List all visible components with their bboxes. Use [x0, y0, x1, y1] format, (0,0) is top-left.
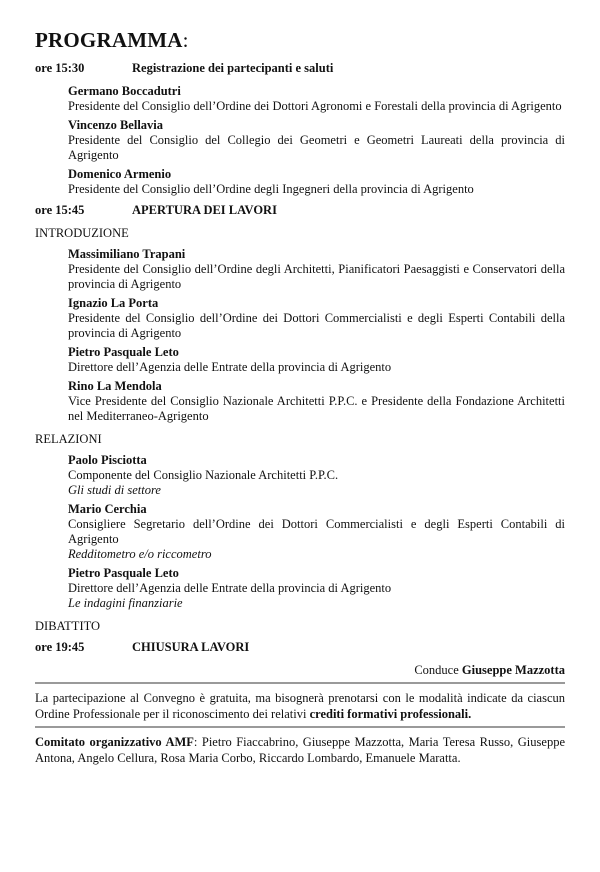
participation-note	[35, 690, 565, 722]
moderator-name: Giuseppe Mazzotta	[461, 663, 565, 677]
speaker-role: Presidente del Consiglio dell’Ordine dei Dottori Agronomi e Forestali della provincia di Agrigento	[68, 99, 562, 113]
speaker	[68, 379, 565, 424]
slot-opening	[35, 203, 565, 218]
section-dibattito: DIBATTITO	[35, 619, 101, 633]
divider	[35, 682, 565, 684]
speaker-name: Massimiliano Trapani	[68, 247, 186, 261]
speaker-topic: Gli studi di settore	[68, 483, 161, 497]
moderator-line	[35, 663, 565, 678]
speaker-name: Domenico Armenio	[68, 167, 172, 181]
note-text: La partecipazione al Convegno è gratuita, ma bisognerà prenotarsi con le modalità indicate da ciascun Ordine Professionale per il riconoscimento dei relativi	[35, 691, 565, 721]
speaker-role: Presidente del Consiglio dell’Ordine degli Architetti, Pianificatori Paesaggisti e Conservatori della provincia di Agrigento	[68, 262, 565, 291]
speaker-role: Presidente del Consiglio dell’Ordine degli Ingegneri della provincia di Agrigento	[68, 182, 474, 196]
speaker-role: Presidente del Consiglio del Collegio dei Geometri e Geometri Laureati della provincia di Agrigento	[68, 133, 565, 162]
speaker-role: Consigliere Segretario dell’Ordine dei Dottori Commercialisti e degli Esperti Contabili di Agrigento	[68, 517, 565, 546]
committee-members: : Pietro Fiaccabrino, Giuseppe Mazzotta, Maria Teresa Russo, Giuseppe Antona, Angelo Cellura, Rosa Maria Corbo, Riccardo Lombardo, Emanuele Maratta.	[35, 735, 565, 765]
title-colon: :	[182, 28, 189, 52]
slot-registration	[35, 61, 565, 76]
slot-time: ore 19:45	[35, 640, 85, 654]
slot-label: Registrazione dei partecipanti e saluti	[132, 61, 334, 75]
slot-time: ore 15:30	[35, 61, 85, 75]
speaker	[68, 84, 565, 114]
speaker	[68, 247, 565, 292]
speaker-topic: Le indagini finanziarie	[68, 596, 183, 610]
speaker-role: Componente del Consiglio Nazionale Architetti P.P.C.	[68, 468, 339, 482]
speaker	[68, 167, 565, 197]
speaker	[68, 453, 565, 498]
speaker	[68, 566, 565, 611]
speaker	[68, 345, 565, 375]
organizing-committee	[35, 734, 565, 766]
divider	[35, 726, 565, 728]
speaker	[68, 502, 565, 562]
slot-label: CHIUSURA LAVORI	[132, 640, 250, 654]
speaker-name: Germano Boccadutri	[68, 84, 181, 98]
speaker-role: Direttore dell’Agenzia delle Entrate della provincia di Agrigento	[68, 360, 392, 374]
committee-label: Comitato organizzativo AMF	[35, 735, 194, 749]
slot-time: ore 15:45	[35, 203, 85, 217]
speaker-name: Ignazio La Porta	[68, 296, 159, 310]
speaker-name: Pietro Pasquale Leto	[68, 566, 179, 580]
speaker-name: Rino La Mendola	[68, 379, 162, 393]
speaker-name: Paolo Pisciotta	[68, 453, 147, 467]
section-relazioni: RELAZIONI	[35, 432, 102, 446]
speaker-role: Vice Presidente del Consiglio Nazionale Architetti P.P.C. e Presidente della Fondazione Architetti nel Mediterraneo-Agrigento	[68, 394, 565, 423]
speaker	[68, 296, 565, 341]
speaker-name: Vincenzo Bellavia	[68, 118, 164, 132]
speaker-role: Direttore dell’Agenzia delle Entrate della provincia di Agrigento	[68, 581, 392, 595]
slot-closing	[35, 640, 565, 655]
moderator-prefix: Conduce	[414, 663, 462, 677]
slot-label: APERTURA DEI LAVORI	[132, 203, 277, 217]
speaker-role: Presidente del Consiglio dell’Ordine dei Dottori Commercialisti e degli Esperti Contabili della provincia di Agrigento	[68, 311, 565, 340]
speaker-topic: Redditometro e/o riccometro	[68, 547, 212, 561]
page-title: PROGRAMMA:	[35, 28, 189, 52]
speaker-name: Mario Cerchia	[68, 502, 147, 516]
section-introduction: INTRODUZIONE	[35, 226, 129, 240]
speaker	[68, 118, 565, 163]
speaker-name: Pietro Pasquale Leto	[68, 345, 179, 359]
note-credits: crediti formativi professionali.	[309, 707, 472, 721]
